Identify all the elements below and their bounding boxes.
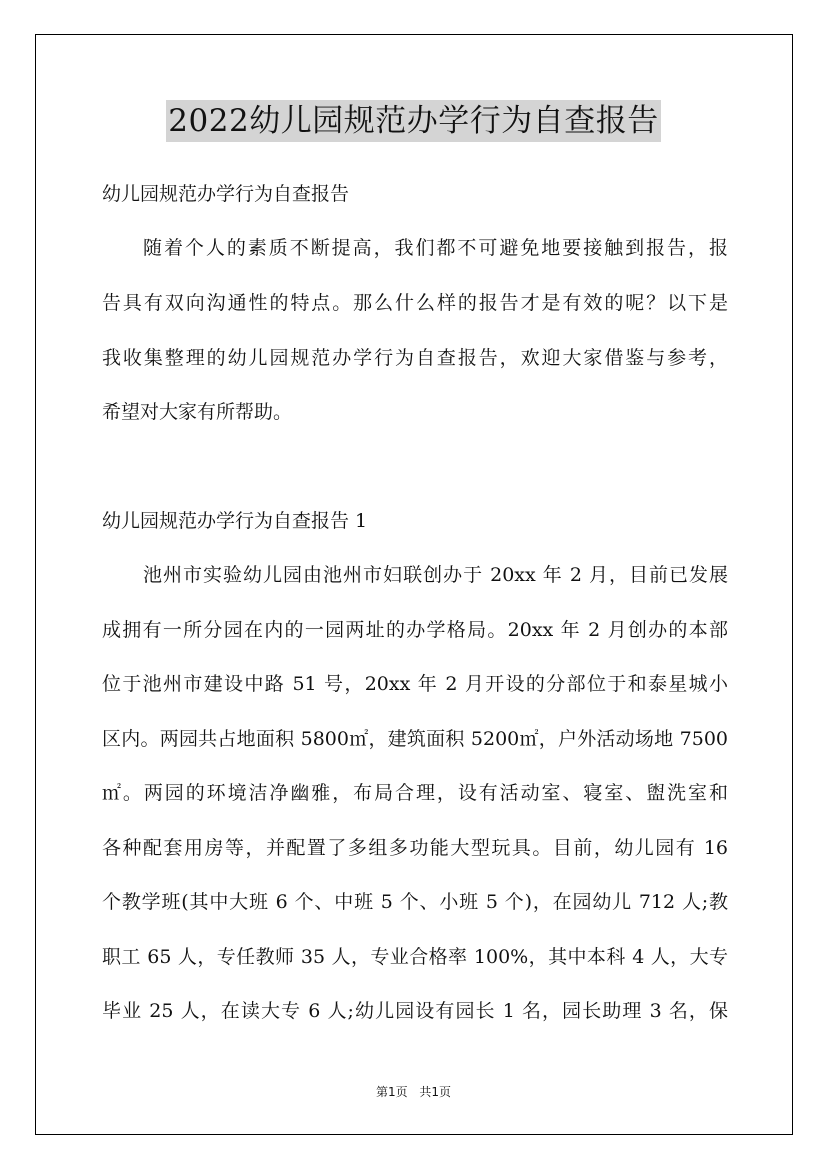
body-line-4: 区内。两园共占地面积 5800㎡，建筑面积 5200㎡，户外活动场地 7500 [102, 728, 728, 750]
intro-line-4: 希望对大家有所帮助。 [102, 401, 293, 423]
section-heading: 幼儿园规范办学行为自查报告 1 [102, 510, 368, 532]
page-number: 第1页 [375, 1085, 408, 1099]
body-line-8: 职工 65 人，专任教师 35 人，专业合格率 100%，其中本科 4 人，大专 [102, 946, 728, 968]
body-line-2: 成拥有一所分园在内的一园两址的办学格局。20xx 年 2 月创办的本部 [102, 619, 728, 641]
intro-line-3: 我收集整理的幼儿园规范办学行为自查报告，欢迎大家借鉴与参考， [102, 347, 728, 369]
page-footer [0, 1084, 827, 1100]
body-line-3: 位于池州市建设中路 51 号，20xx 年 2 月开设的分部位于和泰星城小 [102, 673, 728, 695]
document-subtitle: 幼儿园规范办学行为自查报告 [102, 183, 350, 205]
document-title: 2022幼儿园规范办学行为自查报告 [166, 100, 660, 142]
intro-line-1: 随着个人的素质不断提高，我们都不可避免地要接触到报告，报 [143, 237, 728, 259]
title-container [0, 100, 827, 142]
body-line-5: ㎡。两园的环境洁净幽雅，布局合理，设有活动室、寝室、盥洗室和 [102, 782, 728, 804]
body-line-6: 各种配套用房等，并配置了多组多功能大型玩具。目前，幼儿园有 16 [102, 837, 728, 859]
body-line-7: 个教学班(其中大班 6 个、中班 5 个、小班 5 个)，在园幼儿 712 人;教 [102, 891, 728, 913]
body-line-1: 池州市实验幼儿园由池州市妇联创办于 20xx 年 2 月，目前已发展 [143, 564, 728, 586]
intro-line-2: 告具有双向沟通性的特点。那么什么样的报告才是有效的呢？以下是 [102, 292, 728, 314]
page-total: 共1页 [419, 1085, 452, 1099]
body-line-9: 毕业 25 人，在读大专 6 人;幼儿园设有园长 1 名，园长助理 3 名，保 [102, 1000, 728, 1022]
